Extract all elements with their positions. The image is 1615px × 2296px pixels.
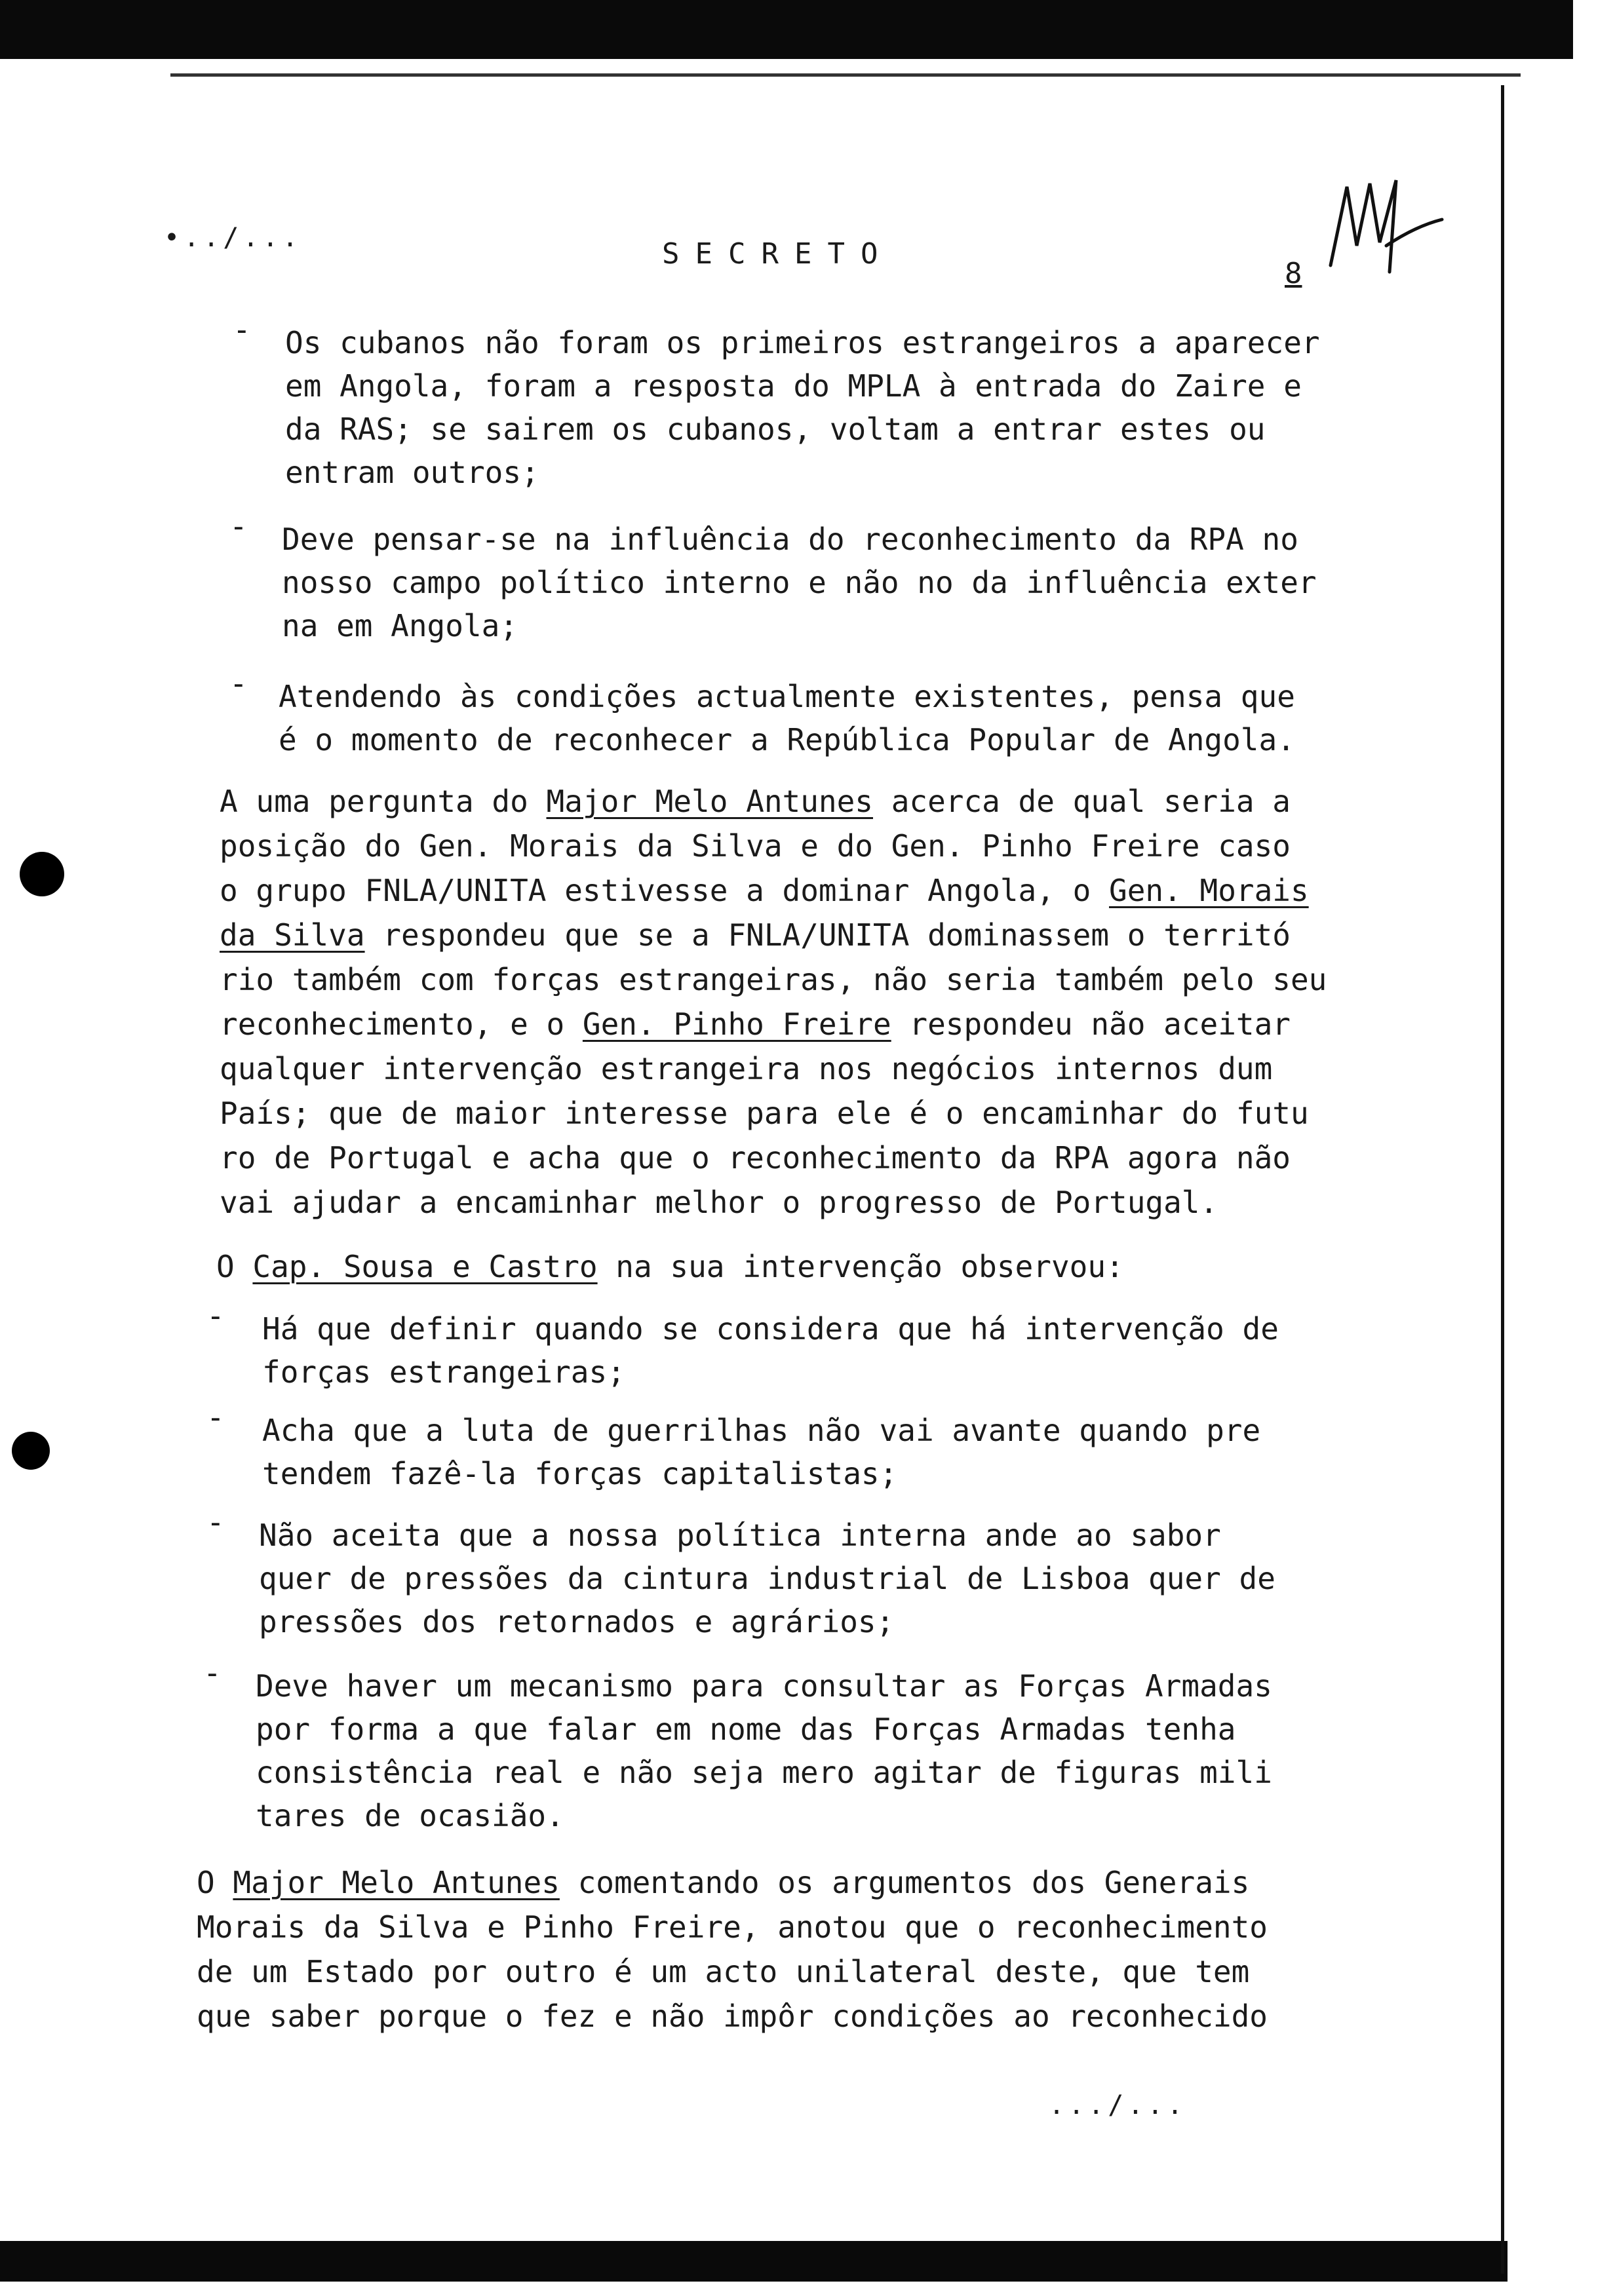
paragraph-line: posição do Gen. Morais da Silva e do Gen. Pinho Freire caso bbox=[220, 828, 1291, 864]
scan-top-line bbox=[170, 73, 1521, 77]
bullet-line: na em Angola; bbox=[282, 608, 518, 643]
paragraph-line: Morais da Silva e Pinho Freire, anotou que o reconhecimento bbox=[197, 1909, 1268, 1945]
paragraph-line: o grupo FNLA/UNITA estivesse a dominar Angola, o Gen. Morais bbox=[220, 873, 1309, 908]
bullet-dash: - bbox=[206, 1504, 225, 1540]
name-reference: Major Melo Antunes bbox=[546, 784, 873, 819]
bullet-line: Deve pensar-se na influência do reconhecimento da RPA no bbox=[282, 522, 1298, 557]
bullet-line: Não aceita que a nossa política interna ande ao sabor bbox=[259, 1518, 1221, 1553]
bullet-dash: - bbox=[206, 1400, 225, 1435]
bullet-line: tares de ocasião. bbox=[256, 1798, 564, 1833]
paragraph-line: que saber porque o fez e não impôr condições ao reconhecido bbox=[197, 1999, 1268, 2034]
bullet-line: consistência real e não seja mero agitar de figuras mili bbox=[256, 1755, 1272, 1790]
bullet-line: Há que definir quando se considera que há intervenção de bbox=[262, 1311, 1279, 1347]
bullet-line: em Angola, foram a resposta do MPLA à entrada do Zaire e bbox=[285, 368, 1302, 404]
handwritten-initials bbox=[1317, 167, 1449, 285]
name-reference: Major Melo Antunes bbox=[233, 1865, 560, 1900]
bullet-dash: - bbox=[203, 1655, 222, 1691]
name-reference: Cap. Sousa e Castro bbox=[252, 1249, 598, 1284]
paragraph-line: de um Estado por outro é um acto unilateral deste, que tem bbox=[197, 1954, 1250, 1989]
continuation-top: •../... bbox=[164, 223, 302, 253]
bullet-line: tendem fazê-la forças capitalistas; bbox=[262, 1456, 898, 1491]
paragraph-line: A uma pergunta do Major Melo Antunes acerca de qual seria a bbox=[220, 784, 1291, 819]
paragraph-line: vai ajudar a encaminhar melhor o progresso de Portugal. bbox=[220, 1185, 1218, 1220]
paragraph-line: reconhecimento, e o Gen. Pinho Freire respondeu não aceitar bbox=[220, 1006, 1291, 1042]
paragraph-line: O Major Melo Antunes comentando os argumentos dos Generais bbox=[197, 1865, 1250, 1900]
bullet-line: quer de pressões da cintura industrial de Lisboa quer de bbox=[259, 1561, 1275, 1596]
bullet-dash: - bbox=[229, 666, 248, 701]
paragraph-line: qualquer intervenção estrangeira nos negócios internos dum bbox=[220, 1051, 1273, 1086]
bullet-line: entram outros; bbox=[285, 455, 539, 490]
scan-bottom-edge bbox=[0, 2241, 1508, 2282]
bullet-line: nosso campo político interno e não no da influência exter bbox=[282, 565, 1317, 600]
scan-right-edge bbox=[1501, 85, 1504, 2274]
bullet-line: é o momento de reconhecer a República Popular de Angola. bbox=[279, 722, 1295, 757]
continuation-bottom: .../... bbox=[1049, 2090, 1187, 2120]
bullet-line: forças estrangeiras; bbox=[262, 1354, 625, 1390]
bullet-dash: - bbox=[229, 508, 248, 544]
name-reference: da Silva bbox=[220, 917, 365, 953]
name-reference: Gen. Morais bbox=[1109, 873, 1309, 908]
bullet-line: pressões dos retornados e agrários; bbox=[259, 1604, 895, 1639]
name-reference: Gen. Pinho Freire bbox=[582, 1006, 891, 1042]
paragraph-line: ro de Portugal e acha que o reconhecimento da RPA agora não bbox=[220, 1140, 1291, 1176]
punch-hole bbox=[20, 852, 64, 896]
bullet-line: Os cubanos não foram os primeiros estrangeiros a aparecer bbox=[285, 325, 1320, 360]
bullet-line: Deve haver um mecanismo para consultar as Forças Armadas bbox=[256, 1668, 1272, 1704]
paragraph-line: País; que de maior interesse para ele é o encaminhar do futu bbox=[220, 1096, 1309, 1131]
bullet-dash: - bbox=[233, 312, 251, 347]
bullet-line: por forma a que falar em nome das Forças Armadas tenha bbox=[256, 1712, 1236, 1747]
classification-heading: SECRETO bbox=[662, 237, 894, 271]
paragraph-line: rio também com forças estrangeiras, não seria também pelo seu bbox=[220, 962, 1327, 997]
paragraph-line: O Cap. Sousa e Castro na sua intervenção observou: bbox=[216, 1249, 1124, 1284]
bullet-line: Atendendo às condições actualmente existentes, pensa que bbox=[279, 679, 1295, 714]
bullet-line: da RAS; se sairem os cubanos, voltam a entrar estes ou bbox=[285, 411, 1266, 447]
paragraph-line: da Silva respondeu que se a FNLA/UNITA dominassem o territó bbox=[220, 917, 1291, 953]
scan-top-edge bbox=[0, 0, 1573, 59]
bullet-line: Acha que a luta de guerrilhas não vai avante quando pre bbox=[262, 1413, 1261, 1448]
punch-hole bbox=[12, 1432, 50, 1470]
bullet-dash: - bbox=[206, 1298, 225, 1333]
page-number: 8 bbox=[1285, 257, 1302, 290]
